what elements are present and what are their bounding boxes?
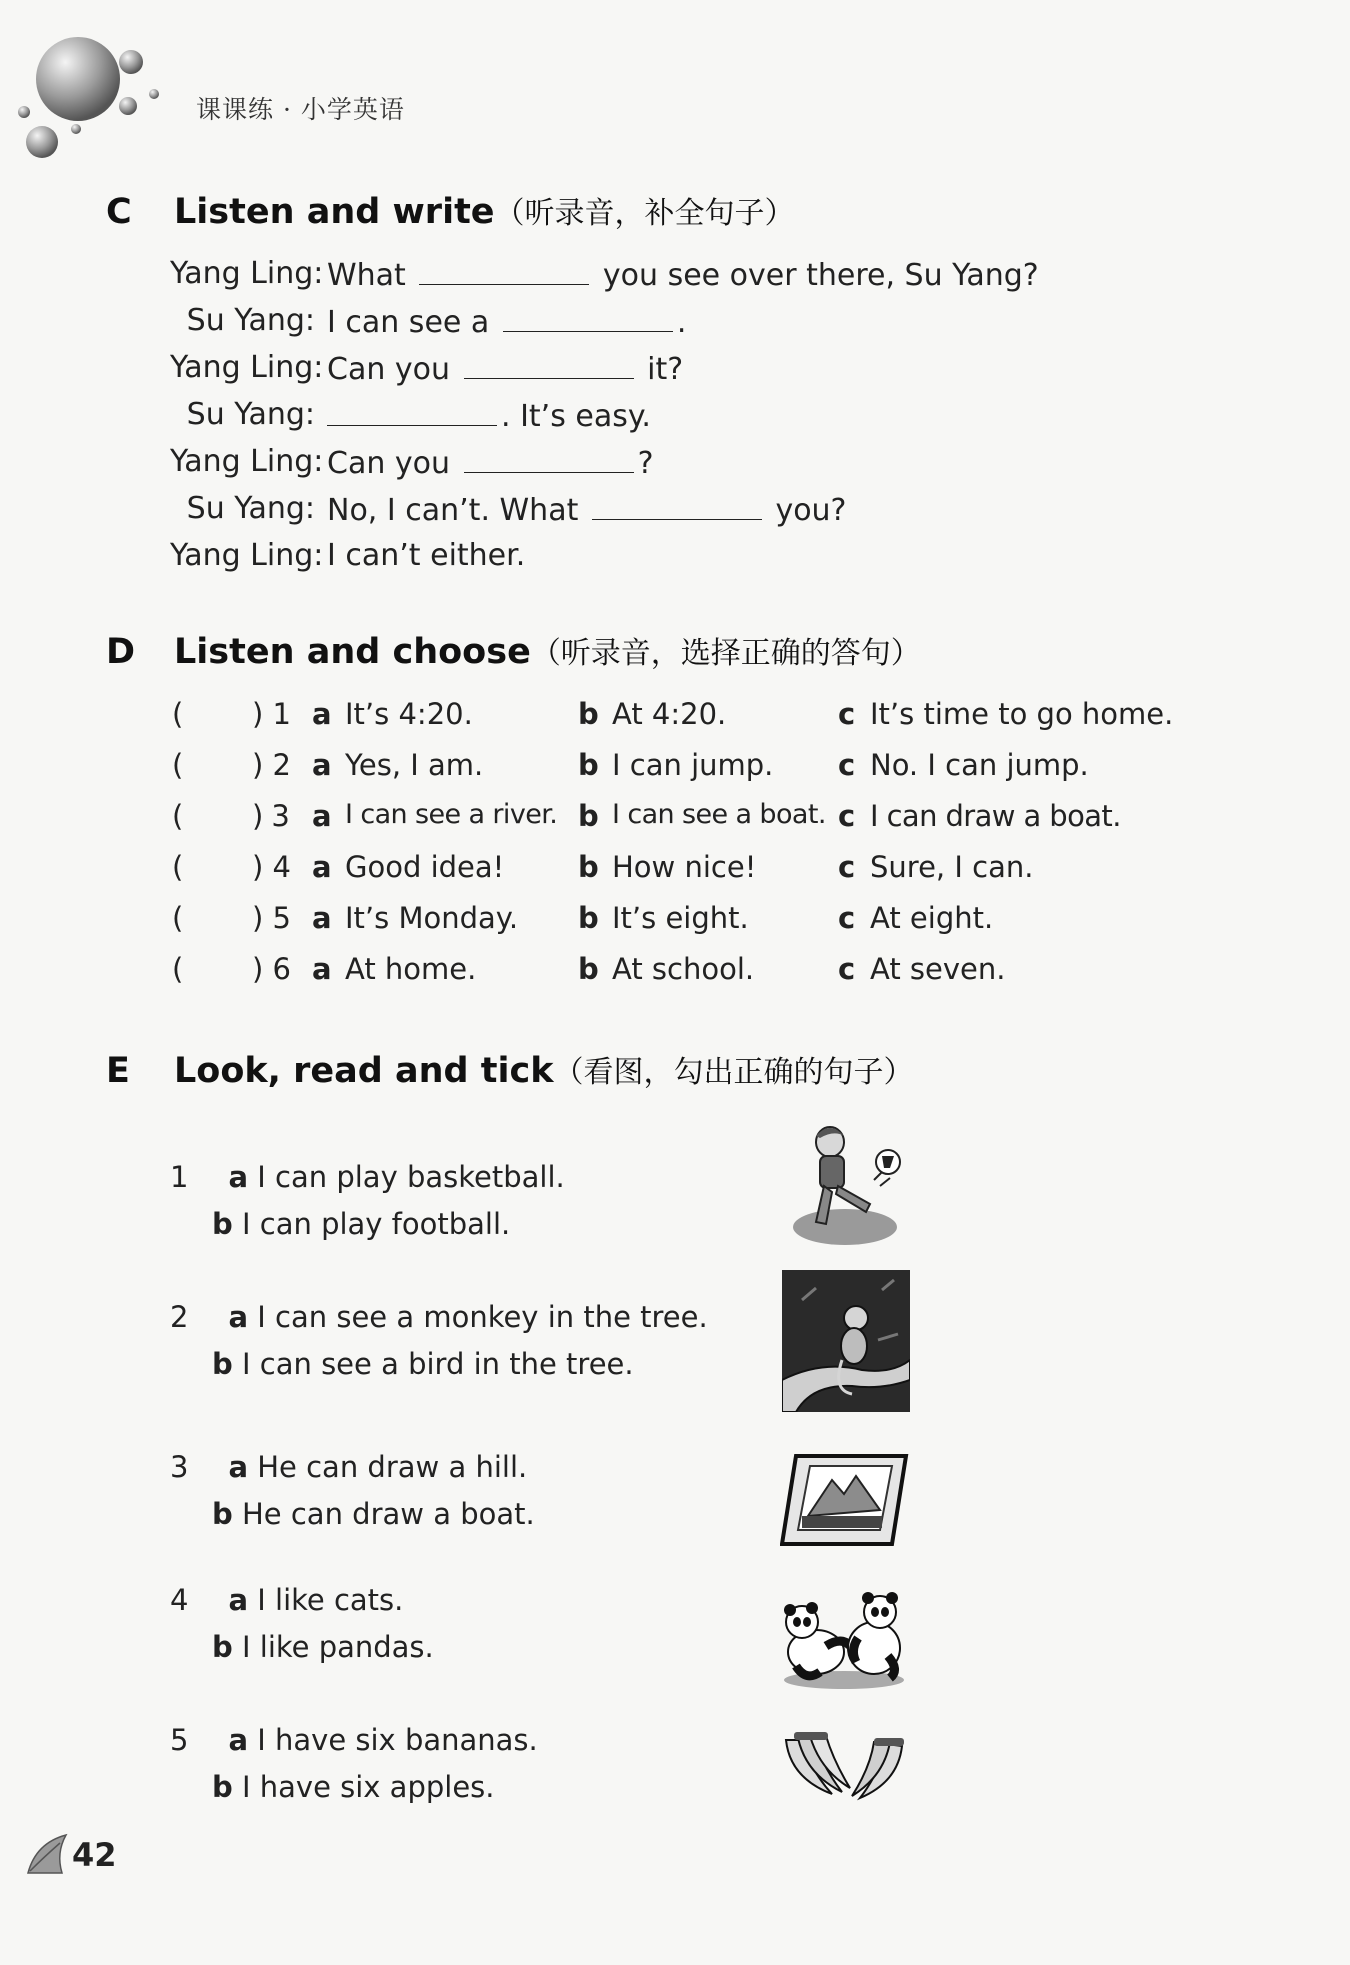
option-letter: c [838, 952, 856, 986]
tick-option-b[interactable] [212, 1347, 634, 1381]
answer-blank[interactable] [592, 491, 762, 520]
option-letter: a [312, 850, 332, 884]
dialogue-line-3 [170, 350, 1070, 390]
speaker: Yang Ling: [170, 444, 324, 479]
section-title: Listen and write [174, 192, 495, 232]
option-b: At school. [612, 952, 755, 986]
option-letter: b [212, 1630, 233, 1664]
option-letter: c [838, 799, 855, 833]
tick-option-b[interactable] [212, 1207, 510, 1241]
boy-kicking-football-picture [790, 1122, 910, 1250]
answer-blank[interactable] [327, 397, 497, 426]
option-letter: a [228, 1160, 249, 1194]
line-text: What [327, 258, 406, 293]
answer-paren[interactable]: ( [172, 901, 184, 935]
option-letter: b [578, 697, 599, 731]
option-text: I can play basketball. [257, 1160, 565, 1194]
line-text: you? [775, 493, 847, 528]
answer-paren[interactable]: ( [172, 799, 183, 833]
section-d-heading [106, 628, 921, 672]
item-number: 5 [170, 1723, 189, 1757]
item-number: ) 6 [252, 952, 291, 986]
option-text: I can see a bird in the tree. [241, 1347, 634, 1381]
item-number: ) 3 [252, 799, 290, 833]
option-letter: c [838, 748, 856, 782]
answer-blank[interactable] [464, 444, 634, 473]
leaf-icon [26, 1833, 72, 1875]
tick-option-b[interactable] [212, 1630, 434, 1664]
section-title: Look, read and tick [174, 1051, 554, 1091]
section-c-heading [106, 188, 795, 232]
bananas-picture [780, 1730, 908, 1806]
option-a: Yes, I am. [345, 748, 484, 782]
line-text: . [676, 305, 687, 340]
item-number: 1 [170, 1160, 189, 1194]
choice-item-5 [170, 901, 1170, 941]
option-a: I can see a river. [345, 799, 558, 830]
line-text: I can’t either. [327, 538, 526, 573]
option-text: I can see a monkey in the tree. [257, 1300, 708, 1334]
option-letter: b [212, 1497, 233, 1531]
option-letter: b [578, 850, 599, 884]
option-letter: a [312, 697, 332, 731]
answer-paren[interactable]: ( [172, 748, 184, 782]
option-text: I have six bananas. [257, 1723, 538, 1757]
speaker: Su Yang: [186, 397, 315, 432]
option-letter: c [838, 850, 856, 884]
item-number: 4 [170, 1583, 189, 1617]
option-letter: b [578, 748, 599, 782]
line-text: I can see a [327, 305, 490, 340]
speaker: Yang Ling: [170, 538, 324, 573]
option-text: I like pandas. [241, 1630, 434, 1664]
option-letter: a [228, 1583, 249, 1617]
option-letter: b [578, 799, 599, 833]
answer-blank[interactable] [464, 350, 634, 379]
tick-option-a[interactable] [170, 1723, 538, 1757]
option-b: I can jump. [612, 748, 774, 782]
option-letter: c [838, 901, 856, 935]
dialogue-line-2 [170, 303, 1070, 343]
option-b: At 4:20. [612, 697, 727, 731]
option-c: At seven. [870, 952, 1006, 986]
option-b: I can see a boat. [612, 799, 826, 830]
option-c: Sure, I can. [870, 850, 1034, 884]
item-number: ) 1 [252, 697, 291, 731]
speaker: Su Yang: [186, 303, 315, 338]
choice-item-6 [170, 952, 1170, 992]
line-text: Can you [327, 352, 451, 387]
tick-option-a[interactable] [170, 1160, 565, 1194]
section-letter: E [106, 1051, 130, 1091]
speaker: Su Yang: [186, 491, 315, 526]
bubbles-decoration-icon [16, 34, 166, 164]
page-number: 42 [72, 1836, 117, 1874]
section-instruction: （听录音，补全句子） [494, 196, 795, 231]
option-b: It’s eight. [612, 901, 749, 935]
option-letter: b [212, 1207, 233, 1241]
option-a: At home. [345, 952, 477, 986]
line-text: Can you [327, 446, 451, 481]
tick-option-a[interactable] [170, 1450, 527, 1484]
option-text: I have six apples. [241, 1770, 495, 1804]
line-text: ? [637, 446, 654, 481]
section-e-heading [106, 1047, 914, 1091]
answer-blank[interactable] [503, 303, 673, 332]
item-number: 3 [170, 1450, 189, 1484]
line-text: you see over there, Su Yang? [602, 258, 1039, 293]
item-number: 2 [170, 1300, 189, 1334]
section-instruction: （听录音，选择正确的答句） [530, 636, 921, 671]
speaker: Yang Ling: [170, 256, 324, 291]
option-c: No. I can jump. [870, 748, 1089, 782]
choice-item-4 [170, 850, 1170, 890]
line-text: . It’s easy. [501, 399, 651, 434]
dialogue-line-6 [170, 491, 1070, 531]
choice-item-2 [170, 748, 1170, 788]
dialogue-line-1 [170, 256, 1070, 296]
option-text: He can draw a boat. [241, 1497, 535, 1531]
option-text: I can play football. [241, 1207, 511, 1241]
choice-item-3 [170, 799, 1170, 839]
choice-item-1 [170, 697, 1174, 737]
option-text: He can draw a hill. [257, 1450, 528, 1484]
answer-blank[interactable] [419, 256, 589, 285]
option-letter: a [312, 799, 331, 833]
option-b: How nice! [612, 850, 757, 884]
option-letter: b [578, 901, 599, 935]
section-letter: C [106, 192, 132, 232]
answer-paren[interactable]: ( [172, 697, 184, 731]
book-title: 课课练 · 小学英语 [196, 95, 405, 124]
option-letter: b [212, 1770, 233, 1804]
item-number: ) 2 [252, 748, 291, 782]
option-letter: a [312, 901, 332, 935]
dialogue-line-7 [170, 538, 1070, 578]
section-instruction: （看图，勾出正确的句子） [553, 1055, 914, 1090]
option-a: It’s Monday. [345, 901, 519, 935]
two-pandas-picture [776, 1586, 912, 1690]
option-letter: a [228, 1450, 249, 1484]
option-letter: a [312, 952, 332, 986]
line-text: it? [647, 352, 684, 387]
option-a: It’s 4:20. [345, 697, 473, 731]
item-number: ) 5 [252, 901, 291, 935]
tick-option-b[interactable] [212, 1770, 495, 1804]
item-number: ) 4 [252, 850, 291, 884]
option-text: I like cats. [257, 1583, 404, 1617]
tick-option-a[interactable] [170, 1583, 403, 1617]
option-c: I can draw a boat. [870, 799, 1121, 833]
section-title: Listen and choose [174, 632, 531, 672]
answer-paren[interactable]: ( [172, 952, 184, 986]
option-letter: b [578, 952, 599, 986]
tick-option-a[interactable] [170, 1300, 708, 1334]
option-a: Good idea! [345, 850, 505, 884]
tick-option-b[interactable] [212, 1497, 535, 1531]
answer-paren[interactable]: ( [172, 850, 184, 884]
option-letter: a [228, 1300, 249, 1334]
hill-drawing-picture [780, 1450, 910, 1550]
dialogue-line-5 [170, 444, 1070, 484]
option-letter: c [838, 697, 856, 731]
option-letter: b [212, 1347, 233, 1381]
option-c: It’s time to go home. [870, 697, 1174, 731]
line-text: No, I can’t. What [327, 493, 579, 528]
monkey-in-tree-picture [782, 1270, 910, 1412]
option-c: At eight. [870, 901, 994, 935]
option-letter: a [312, 748, 332, 782]
dialogue-line-4 [170, 397, 1070, 437]
section-letter: D [106, 632, 136, 672]
speaker: Yang Ling: [170, 350, 324, 385]
option-letter: a [228, 1723, 249, 1757]
